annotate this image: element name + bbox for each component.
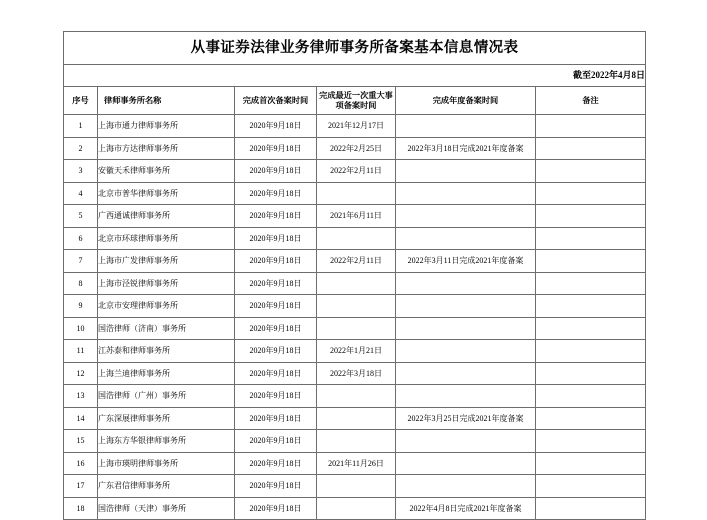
cell-note <box>536 227 646 250</box>
cell-major-event-date: 2022年2月11日 <box>317 160 396 183</box>
table-row <box>64 362 646 385</box>
cell-major-event-date: 2021年6月11日 <box>317 205 396 228</box>
as-of-row <box>64 65 646 87</box>
cell-firm-name: 广东君信律师事务所 <box>98 475 235 498</box>
cell-major-event-date <box>317 407 396 430</box>
cell-major-event-date <box>317 317 396 340</box>
cell-index: 1 <box>64 115 98 138</box>
table-row <box>64 475 646 498</box>
cell-note <box>536 385 646 408</box>
cell-firm-name: 北京市普华律师事务所 <box>98 182 235 205</box>
cell-major-event-date: 2022年2月25日 <box>317 137 396 160</box>
cell-firm-name: 上海市瑛明律师事务所 <box>98 452 235 475</box>
cell-note <box>536 115 646 138</box>
cell-note <box>536 452 646 475</box>
column-header-first-filing: 完成首次备案时间 <box>235 87 317 115</box>
cell-firm-name: 江苏泰和律师事务所 <box>98 340 235 363</box>
cell-first-filing-date: 2020年9月18日 <box>235 385 317 408</box>
column-header-name: 律师事务所名称 <box>98 87 235 115</box>
cell-firm-name: 国浩律师（广州）事务所 <box>98 385 235 408</box>
table-row <box>64 227 646 250</box>
cell-index: 8 <box>64 272 98 295</box>
cell-firm-name: 上海兰迪律师事务所 <box>98 362 235 385</box>
cell-firm-name: 上海市方达律师事务所 <box>98 137 235 160</box>
cell-first-filing-date: 2020年9月18日 <box>235 205 317 228</box>
cell-annual-filing-date <box>396 317 536 340</box>
column-header-major-event: 完成最近一次重大事项备案时间 <box>317 87 396 115</box>
cell-first-filing-date: 2020年9月18日 <box>235 272 317 295</box>
cell-note <box>536 340 646 363</box>
cell-index: 18 <box>64 497 98 520</box>
cell-note <box>536 497 646 520</box>
cell-annual-filing-date <box>396 272 536 295</box>
cell-first-filing-date: 2020年9月18日 <box>235 362 317 385</box>
cell-note <box>536 272 646 295</box>
cell-index: 15 <box>64 430 98 453</box>
cell-annual-filing-date <box>396 115 536 138</box>
table-row <box>64 205 646 228</box>
cell-annual-filing-date <box>396 295 536 318</box>
table-row <box>64 182 646 205</box>
cell-index: 3 <box>64 160 98 183</box>
cell-firm-name: 国浩律师（济南）事务所 <box>98 317 235 340</box>
table-row <box>64 295 646 318</box>
cell-annual-filing-date: 2022年3月25日完成2021年度备案 <box>396 407 536 430</box>
cell-index: 7 <box>64 250 98 273</box>
cell-major-event-date <box>317 430 396 453</box>
cell-note <box>536 182 646 205</box>
cell-annual-filing-date <box>396 385 536 408</box>
cell-first-filing-date: 2020年9月18日 <box>235 317 317 340</box>
table-row <box>64 407 646 430</box>
cell-major-event-date <box>317 385 396 408</box>
column-header-annual-filing: 完成年度备案时间 <box>396 87 536 115</box>
as-of-date: 截至2022年4月8日 <box>64 65 646 87</box>
cell-first-filing-date: 2020年9月18日 <box>235 295 317 318</box>
cell-firm-name: 广东深展律师事务所 <box>98 407 235 430</box>
cell-annual-filing-date <box>396 430 536 453</box>
table-row <box>64 340 646 363</box>
cell-major-event-date: 2022年1月21日 <box>317 340 396 363</box>
cell-index: 2 <box>64 137 98 160</box>
title-row <box>64 32 646 65</box>
cell-index: 9 <box>64 295 98 318</box>
table-header-row <box>64 87 646 115</box>
cell-note <box>536 160 646 183</box>
cell-index: 17 <box>64 475 98 498</box>
cell-major-event-date <box>317 497 396 520</box>
cell-major-event-date: 2022年3月18日 <box>317 362 396 385</box>
cell-annual-filing-date: 2022年3月18日完成2021年度备案 <box>396 137 536 160</box>
cell-note <box>536 362 646 385</box>
cell-first-filing-date: 2020年9月18日 <box>235 407 317 430</box>
cell-note <box>536 430 646 453</box>
cell-first-filing-date: 2020年9月18日 <box>235 182 317 205</box>
table-row <box>64 317 646 340</box>
cell-firm-name: 上海市广发律师事务所 <box>98 250 235 273</box>
document-title: 从事证券法律业务律师事务所备案基本信息情况表 <box>64 32 646 65</box>
cell-first-filing-date: 2020年9月18日 <box>235 340 317 363</box>
cell-major-event-date: 2022年2月11日 <box>317 250 396 273</box>
column-header-note: 备注 <box>536 87 646 115</box>
cell-major-event-date <box>317 272 396 295</box>
table-row <box>64 272 646 295</box>
table-row <box>64 250 646 273</box>
cell-note <box>536 137 646 160</box>
cell-index: 12 <box>64 362 98 385</box>
cell-firm-name: 国浩律师（天津）事务所 <box>98 497 235 520</box>
cell-index: 13 <box>64 385 98 408</box>
cell-firm-name: 安徽天禾律师事务所 <box>98 160 235 183</box>
cell-firm-name: 上海市通力律师事务所 <box>98 115 235 138</box>
cell-major-event-date <box>317 227 396 250</box>
table-row <box>64 497 646 520</box>
cell-annual-filing-date <box>396 182 536 205</box>
cell-firm-name: 北京市安理律师事务所 <box>98 295 235 318</box>
cell-annual-filing-date <box>396 205 536 228</box>
cell-note <box>536 250 646 273</box>
cell-first-filing-date: 2020年9月18日 <box>235 160 317 183</box>
cell-index: 16 <box>64 452 98 475</box>
cell-index: 10 <box>64 317 98 340</box>
column-header-index: 序号 <box>64 87 98 115</box>
cell-annual-filing-date <box>396 452 536 475</box>
cell-major-event-date: 2021年12月17日 <box>317 115 396 138</box>
table-row <box>64 160 646 183</box>
cell-first-filing-date: 2020年9月18日 <box>235 430 317 453</box>
cell-annual-filing-date: 2022年4月8日完成2021年度备案 <box>396 497 536 520</box>
cell-firm-name: 上海东方华银律师事务所 <box>98 430 235 453</box>
filing-information-table <box>63 31 646 520</box>
table-row <box>64 137 646 160</box>
table-row <box>64 430 646 453</box>
cell-annual-filing-date <box>396 340 536 363</box>
cell-annual-filing-date: 2022年3月11日完成2021年度备案 <box>396 250 536 273</box>
cell-index: 5 <box>64 205 98 228</box>
cell-major-event-date <box>317 182 396 205</box>
cell-major-event-date <box>317 475 396 498</box>
cell-index: 14 <box>64 407 98 430</box>
table-row <box>64 452 646 475</box>
cell-annual-filing-date <box>396 475 536 498</box>
cell-note <box>536 407 646 430</box>
cell-firm-name: 广西通诚律师事务所 <box>98 205 235 228</box>
cell-first-filing-date: 2020年9月18日 <box>235 250 317 273</box>
cell-first-filing-date: 2020年9月18日 <box>235 452 317 475</box>
cell-index: 6 <box>64 227 98 250</box>
cell-first-filing-date: 2020年9月18日 <box>235 227 317 250</box>
cell-note <box>536 475 646 498</box>
cell-first-filing-date: 2020年9月18日 <box>235 497 317 520</box>
cell-index: 4 <box>64 182 98 205</box>
cell-major-event-date: 2021年11月26日 <box>317 452 396 475</box>
cell-annual-filing-date <box>396 160 536 183</box>
cell-note <box>536 205 646 228</box>
cell-index: 11 <box>64 340 98 363</box>
cell-first-filing-date: 2020年9月18日 <box>235 475 317 498</box>
table-row <box>64 385 646 408</box>
cell-firm-name: 北京市环球律师事务所 <box>98 227 235 250</box>
cell-firm-name: 上海市泾锐律师事务所 <box>98 272 235 295</box>
cell-major-event-date <box>317 295 396 318</box>
cell-first-filing-date: 2020年9月18日 <box>235 115 317 138</box>
cell-note <box>536 295 646 318</box>
table-row <box>64 115 646 138</box>
cell-annual-filing-date <box>396 227 536 250</box>
cell-note <box>536 317 646 340</box>
cell-annual-filing-date <box>396 362 536 385</box>
cell-first-filing-date: 2020年9月18日 <box>235 137 317 160</box>
